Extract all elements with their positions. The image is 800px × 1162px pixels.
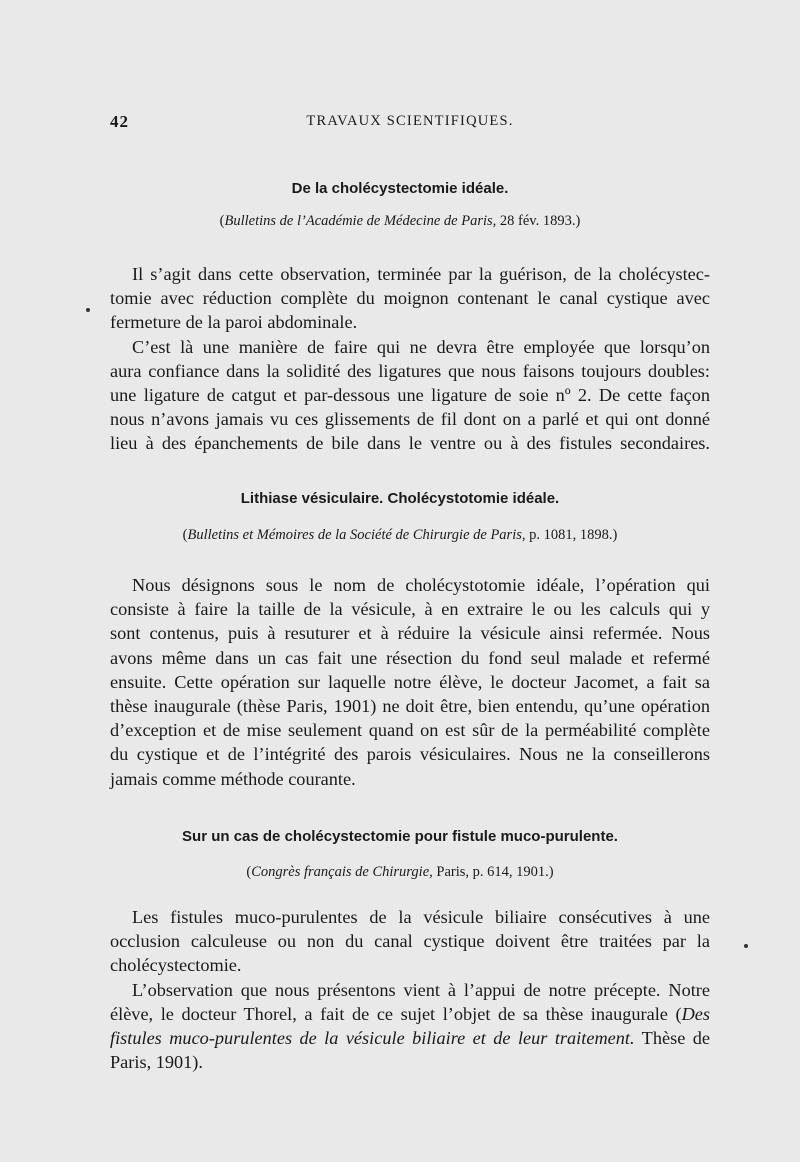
text-line: cholécystectomie. xyxy=(110,955,242,976)
text-line: Il s’agit dans cette observation, terminée par la guérison, de la cholécystec- xyxy=(132,264,710,284)
text-line: nous n’avons jamais vu ces glissements de fil dont on a parlé et qui ont donné xyxy=(110,409,710,430)
text-line: ensuite. Cette opération sur laquelle notre élève, le docteur Jacomet, a fait sa xyxy=(110,671,710,692)
text-line: Nous désignons sous le nom de cholécystotomie idéale, l’opération qui xyxy=(132,575,710,595)
text-line: L’observation que nous présentons vient à l’appui de notre précepte. Notre xyxy=(132,979,710,1000)
text-line: avons même dans un cas fait une résection du fond seul malade et refermé xyxy=(110,647,710,668)
running-title: TRAVAUX SCIENTIFIQUES. xyxy=(306,113,514,129)
text-line: une ligature de catgut et par-dessous une ligature de soie nº 2. De cette façon xyxy=(110,385,710,406)
text-line: tomie avec réduction complète du moignon contenant le canal cystique avec xyxy=(110,288,710,309)
text-line: consiste à faire la taille de la vésicule, à en extraire le ou les calculs qui y xyxy=(110,599,710,620)
page-number: 42 xyxy=(110,112,129,131)
print-speck xyxy=(86,308,90,312)
section-reference-3: (Congrès français de Chirurgie, Paris, p. 614, 1901.) xyxy=(246,864,554,880)
reference-date: Paris, p. 614, 1901. xyxy=(436,864,549,880)
text-line: du cystique et de l’intégrité des parois vésiculaires. Nous ne la conseillerons xyxy=(110,744,710,765)
text-line: aura confiance dans la solidité des ligatures que nous faisons toujours doubles: xyxy=(110,360,710,381)
reference-source: Bulletins de l’Académie de Médecine de Paris, xyxy=(224,213,497,229)
section-reference-2: (Bulletins et Mémoires de la Société de Chirurgie de Paris, p. 1081, 1898.) xyxy=(182,527,618,543)
text-line: jamais comme méthode courante. xyxy=(110,768,356,789)
text-segment: Thèse de xyxy=(641,1028,710,1049)
section-title-2: Lithiase vésiculaire. Cholécystotomie idéale. xyxy=(240,490,560,507)
section-title-1: De la cholécystectomie idéale. xyxy=(291,180,509,197)
text-line xyxy=(110,1002,710,1026)
text-line: fermeture de la paroi abdominale. xyxy=(110,312,358,333)
print-speck xyxy=(744,944,748,948)
paragraph xyxy=(110,573,710,791)
paragraph xyxy=(110,905,710,1074)
reference-date: p. 1081, 1898. xyxy=(529,527,613,543)
reference-source: Congrès français de Chirurgie, xyxy=(251,864,433,880)
text-line xyxy=(110,1026,710,1050)
paragraph xyxy=(110,262,710,456)
thesis-title-start: Des xyxy=(681,1003,710,1024)
reference-date: 28 fév. 1893. xyxy=(499,213,576,229)
reference-source: Bulletins et Mémoires de la Société de Chirurgie de Paris, xyxy=(187,527,526,543)
text-line: lieu à des épanchements de bile dans le ventre ou à des fistules secondaires. xyxy=(110,433,710,454)
section-title-3: Sur un cas de cholécystectomie pour fistule muco-purulente. xyxy=(182,828,618,845)
text-line: Les fistules muco-purulentes de la vésicule biliaire consécutives à une xyxy=(132,907,710,927)
text-line: Paris, 1901). xyxy=(110,1052,203,1073)
text-line: occlusion calculeuse ou non du canal cystique doivent être traitées par la xyxy=(110,931,710,952)
text-line: d’exception et de mise seulement quand on est sûr de la perméabilité complète xyxy=(110,720,710,741)
text-line: C’est là une manière de faire qui ne devra être employée que lorsqu’on xyxy=(132,336,710,357)
text-line: sont contenus, puis à resuturer et à réduire la vésicule ainsi refermée. Nous xyxy=(110,623,710,644)
section-reference-1: (Bulletins de l’Académie de Médecine de Paris, 28 fév. 1893.) xyxy=(219,213,581,229)
text-segment: élève, le docteur Thorel, a fait de ce sujet l’objet de sa thèse inaugurale ( xyxy=(110,1003,682,1024)
text-line: thèse inaugurale (thèse Paris, 1901) ne doit être, bien entendu, qu’une opération xyxy=(110,696,710,717)
thesis-title: fistules muco-purulentes de la vésicule biliaire et de leur traitement. xyxy=(110,1028,635,1049)
